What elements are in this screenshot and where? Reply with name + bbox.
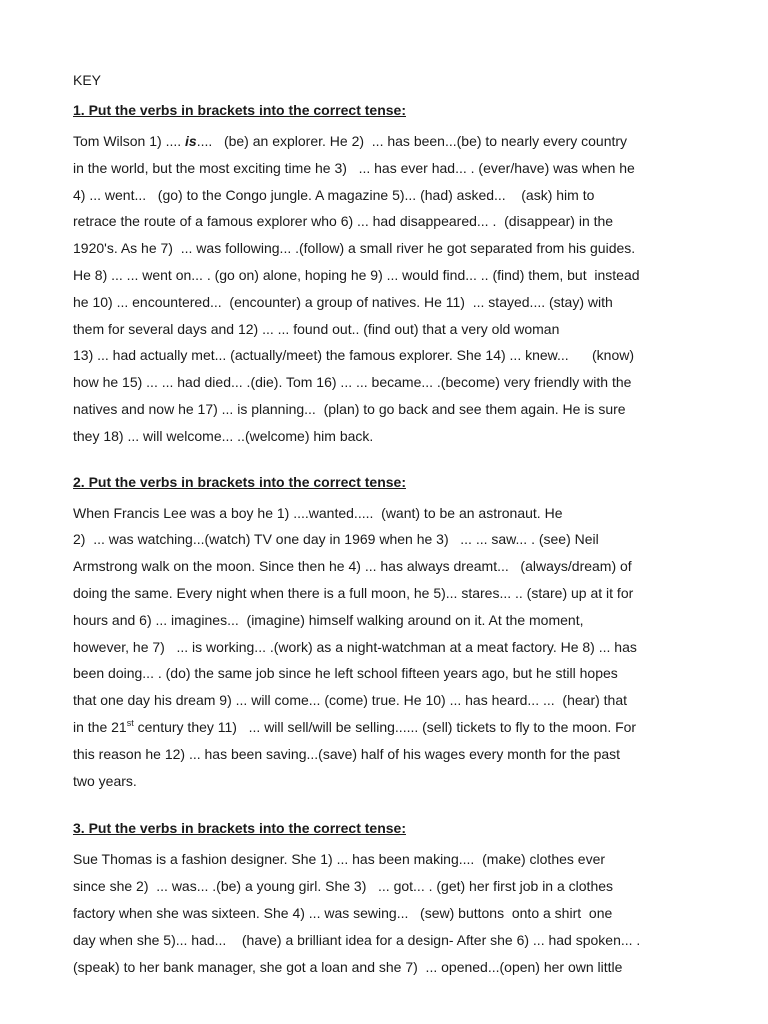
exercise-1-text <box>73 128 703 450</box>
exercise-2 <box>73 472 703 795</box>
text-line: 2) ... was watching...(watch) TV one day in 1969 when he 3) ... ... saw... . (see) Neil <box>73 531 599 548</box>
text-line: Armstrong walk on the moon. Since then he 4) ... has always dreamt... (always/dream) of <box>73 558 632 575</box>
text-segment: .... (be) an explorer. He 2) ... has been...(be) to nearly every country <box>196 133 628 149</box>
text-line: factory when she was sixteen. She 4) ... was sewing... (sew) buttons onto a shirt one <box>73 904 613 921</box>
emphasized-answer: is <box>185 133 197 149</box>
text-line: hours and 6) ... imagines... (imagine) himself walking around on it. At the moment, <box>73 611 584 628</box>
text-line: (speak) to her bank manager, she got a loan and she 7) ... opened...(open) her own little <box>73 958 623 975</box>
text-line: day when she 5)... had... (have) a brilliant idea for a design- After she 6) ... had spoken... . <box>73 931 641 948</box>
document-page <box>73 70 703 980</box>
ordinal-superscript: st <box>126 717 134 728</box>
text-line: He 8) ... ... went on... . (go on) alone, hoping he 9) ... would find... .. (find) them, but instead <box>73 266 640 283</box>
key-label: KEY <box>73 72 102 88</box>
text-line: however, he 7) ... is working... .(work) as a night-watchman at a meat factory. He 8) ... has <box>73 638 637 655</box>
section-spacer <box>73 794 703 818</box>
exercise-2-text <box>73 500 703 795</box>
text-line: When Francis Lee was a boy he 1) ....wanted..... (want) to be an astronaut. He <box>73 504 563 521</box>
exercise-3-heading: 3. Put the verbs in brackets into the correct tense: <box>73 820 406 837</box>
text-line: two years. <box>73 772 137 789</box>
text-line: 4) ... went... (go) to the Congo jungle. A magazine 5)... (had) asked... (ask) him to <box>73 186 595 203</box>
text-line: 13) ... had actually met... (actually/meet) the famous explorer. She 14) ... knew... (know) <box>73 347 635 364</box>
text-line: natives and now he 17) ... is planning... (plan) to go back and see them again. He is sure <box>73 400 626 417</box>
text-line: Sue Thomas is a fashion designer. She 1) ... has been making.... (make) clothes ever <box>73 851 606 868</box>
text-line <box>73 128 703 155</box>
exercise-1-heading: 1. Put the verbs in brackets into the correct tense: <box>73 102 406 118</box>
text-line: in the world, but the most exciting time he 3) ... has ever had... . (ever/have) was when he <box>73 159 635 176</box>
text-line: they 18) ... will welcome... ..(welcome) him back. <box>73 427 374 444</box>
text-line <box>73 714 703 741</box>
exercise-3 <box>73 818 703 980</box>
text-segment: century they 11) ... will sell/will be selling...... (sell) tickets to fly to the moon. For <box>133 718 637 735</box>
text-line: 1920's. As he 7) ... was following... .(follow) a small river he got separated from his guides. <box>73 240 636 257</box>
text-line: this reason he 12) ... has been saving...(save) half of his wages every month for the past <box>73 745 621 762</box>
text-line: doing the same. Every night when there is a full moon, he 5)... stares... .. (stare) up at it for <box>73 584 634 601</box>
text-line: he 10) ... encountered... (encounter) a group of natives. He 11) ... stayed.... (stay) with <box>73 293 613 310</box>
exercise-1 <box>73 100 703 450</box>
text-segment: in the 21 <box>73 718 127 735</box>
text-line: how he 15) ... ... had died... .(die). Tom 16) ... ... became... .(become) very friendly with the <box>73 374 632 391</box>
text-line: since she 2) ... was... .(be) a young girl. She 3) ... got... . (get) her first job in a clothes <box>73 878 614 895</box>
section-spacer <box>73 450 703 472</box>
exercise-3-text <box>73 846 703 980</box>
text-line: that one day his dream 9) ... will come... (come) true. He 10) ... has heard... ... (hear) that <box>73 692 628 709</box>
text-line: retrace the route of a famous explorer who 6) ... had disappeared... . (disappear) in the <box>73 213 614 230</box>
text-segment: Tom Wilson 1) .... <box>73 133 186 149</box>
exercise-2-heading: 2. Put the verbs in brackets into the correct tense: <box>73 473 406 490</box>
text-line: been doing... . (do) the same job since he left school fifteen years ago, but he still hopes <box>73 665 618 682</box>
text-line: them for several days and 12) ... ... found out.. (find out) that a very old woman <box>73 320 560 337</box>
